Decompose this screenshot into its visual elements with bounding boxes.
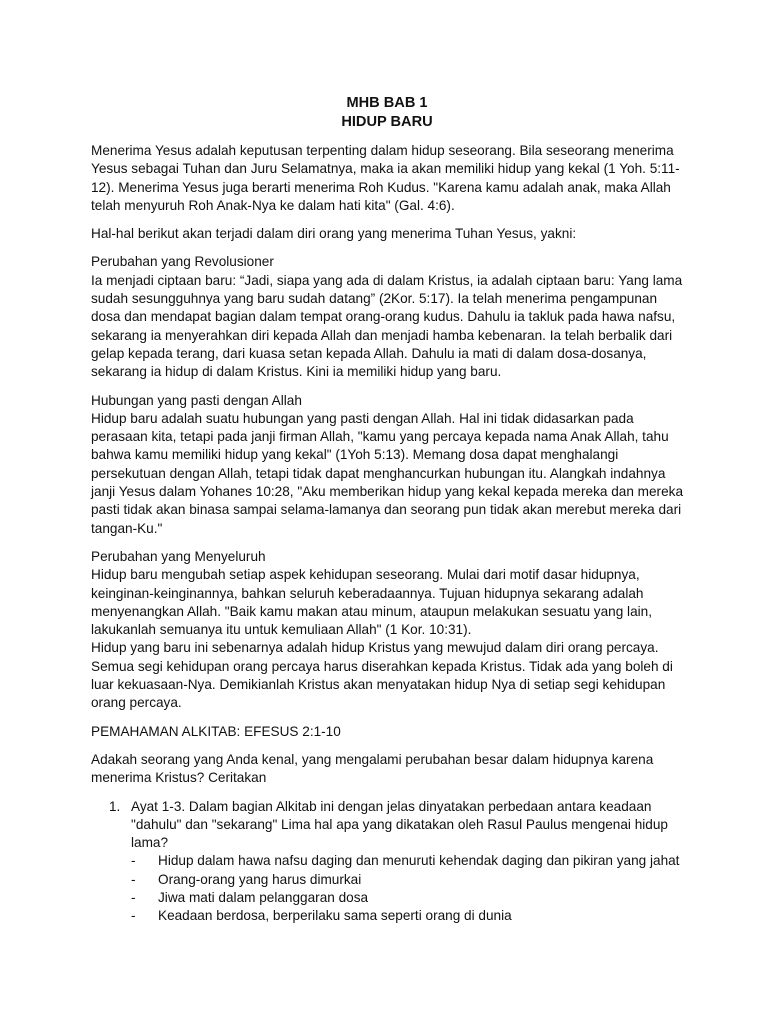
section-revolusioner bbox=[91, 253, 683, 381]
section-body: Hidup baru mengubah setiap aspek kehidupan seseorang. Mulai dari motif dasar hidupnya, keinginan-keinginannya, bahkan seluruh keberadaannya. Tujuan hidupnya sekarang adalah menyenangkan Allah. "Baik kamu makan atau minum, ataupun melakukan sesuatu yang lain, lakukanlah semuanya itu untuk kemuliaan Allah" (1 Kor. 10:31). bbox=[91, 567, 652, 638]
list-item bbox=[131, 889, 683, 907]
list-item-text: Orang-orang yang harus dimurkai bbox=[158, 871, 362, 887]
study-intro: Adakah seorang yang Anda kenal, yang mengalami perubahan besar dalam hidupnya karena menerima Kristus? Ceritakan bbox=[91, 751, 654, 786]
list-item bbox=[131, 907, 683, 925]
intro-paragraph: Menerima Yesus adalah keputusan terpenting dalam hidup seseorang. Bila seseorang menerima Yesus sebagai Tuhan dan Juru Selamatnya, maka ia akan memiliki hidup yang kekal (1 Yoh. 5:11-12). Menerima Yesus juga berarti menerima Roh Kudus. "Karena kamu adalah anak, maka Allah telah menyuruh Roh Anak-Nya ke dalam hati kita" (Gal. 4:6). bbox=[91, 143, 680, 213]
dash-mark: - bbox=[131, 853, 136, 869]
list-item-text: Hidup dalam hawa nafsu daging dan menuruti kehendak daging dan pikiran yang jahat bbox=[158, 853, 680, 869]
dash-mark: - bbox=[131, 908, 136, 924]
document-content bbox=[91, 94, 683, 926]
document-title-line2: HIDUP BARU bbox=[341, 114, 433, 130]
list-item-text: Jiwa mati dalam pelanggaran dosa bbox=[158, 889, 369, 905]
section-heading: Perubahan yang Revolusioner bbox=[91, 254, 274, 270]
question-number: 1. bbox=[109, 798, 121, 814]
section-menyeluruh bbox=[91, 548, 683, 713]
section-heading: Hubungan yang pasti dengan Allah bbox=[91, 392, 302, 408]
question-list bbox=[91, 798, 683, 853]
section-hubungan bbox=[91, 392, 683, 538]
question-text: Ayat 1-3. Dalam bagian Alkitab ini dengan jelas dinyatakan perbedaan antara keadaan "dahulu" dan "sekarang" Lima hal apa yang dikatakan oleh Rasul Paulus mengenai hidup lama? bbox=[131, 798, 668, 851]
study-heading: PEMAHAMAN ALKITAB: EFESUS 2:1-10 bbox=[91, 723, 341, 739]
lead-paragraph: Hal-hal berikut akan terjadi dalam diri orang yang menerima Tuhan Yesus, yakni: bbox=[91, 226, 577, 242]
document-title-line1: MHB BAB 1 bbox=[346, 95, 428, 111]
section-heading: Perubahan yang Menyeluruh bbox=[91, 548, 266, 564]
dash-mark: - bbox=[131, 889, 136, 905]
section-body: Ia menjadi ciptaan baru: “Jadi, siapa yang ada di dalam Kristus, ia adalah ciptaan baru: Yang lama sudah sesungguhnya yang baru sudah datang” (2Kor. 5:17). Ia telah menerima pengampunan dosa dan mendapat bagian dalam tempat orang-orang kudus. Dahulu ia takluk pada hawa nafsu, sekarang ia menyerahkan diri kepada Allah dan menjadi hamba kebenaran. Ia telah berbalik dari gelap kepada terang, dari kuasa setan kepada Allah. Dahulu ia mati di dalam dosa-dosanya, sekarang ia hidup di dalam Kristus. Kini ia memiliki hidup yang baru. bbox=[91, 272, 683, 380]
dash-mark: - bbox=[131, 871, 136, 887]
section-body: Hidup baru adalah suatu hubungan yang pasti dengan Allah. Hal ini tidak didasarkan pada perasaan kita, tetapi pada janji firman Allah, "kamu yang percaya kepada nama Anak Allah, tahu bahwa kamu memiliki hidup yang kekal" (1Yoh 5:13). Memang dosa dapat menghalangi persekutuan dengan Allah, tetapi tidak dapat menghancurkan hubungan itu. Alangkah indahnya janji Yesus dalam Yohanes 10:28, "Aku memberikan hidup yang kekal kepada mereka dan mereka pasti tidak akan binasa sampai selama-lamanya dan seorang pun tidak akan merebut mereka dari tangan-Ku." bbox=[91, 410, 684, 536]
question-item bbox=[91, 798, 683, 853]
list-item bbox=[131, 852, 683, 870]
list-item bbox=[131, 871, 683, 889]
section-body-continued: Hidup yang baru ini sebenarnya adalah hidup Kristus yang mewujud dalam diri orang percaya. Semua segi kehidupan orang percaya harus diserahkan kepada Kristus. Tidak ada yang boleh di luar kekuasaan-Nya. Demikianlah Kristus akan menyatakan hidup Nya di setiap segi kehidupan orang percaya. bbox=[91, 640, 673, 711]
answer-list bbox=[91, 852, 683, 925]
list-item-text: Keadaan berdosa, berperilaku sama seperti orang di dunia bbox=[158, 908, 512, 924]
